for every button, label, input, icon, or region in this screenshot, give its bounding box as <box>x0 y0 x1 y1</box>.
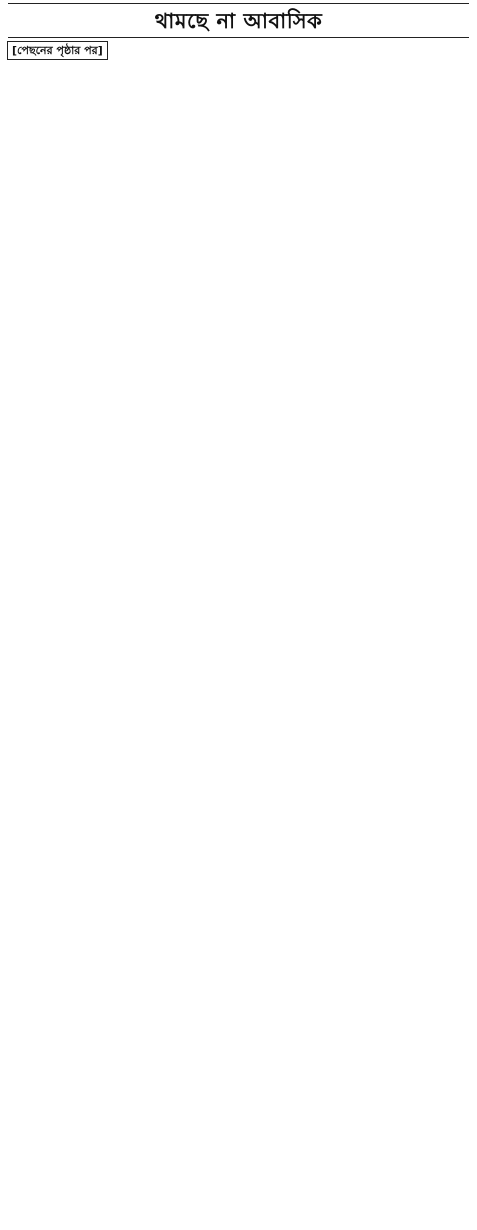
headline-rule <box>8 37 469 38</box>
continuation-label: [পেছনের পৃষ্ঠার পর] <box>7 41 108 60</box>
top-rule <box>8 3 469 4</box>
article-body <box>7 41 470 1225</box>
headline: থামছে না আবাসিক <box>154 9 323 33</box>
